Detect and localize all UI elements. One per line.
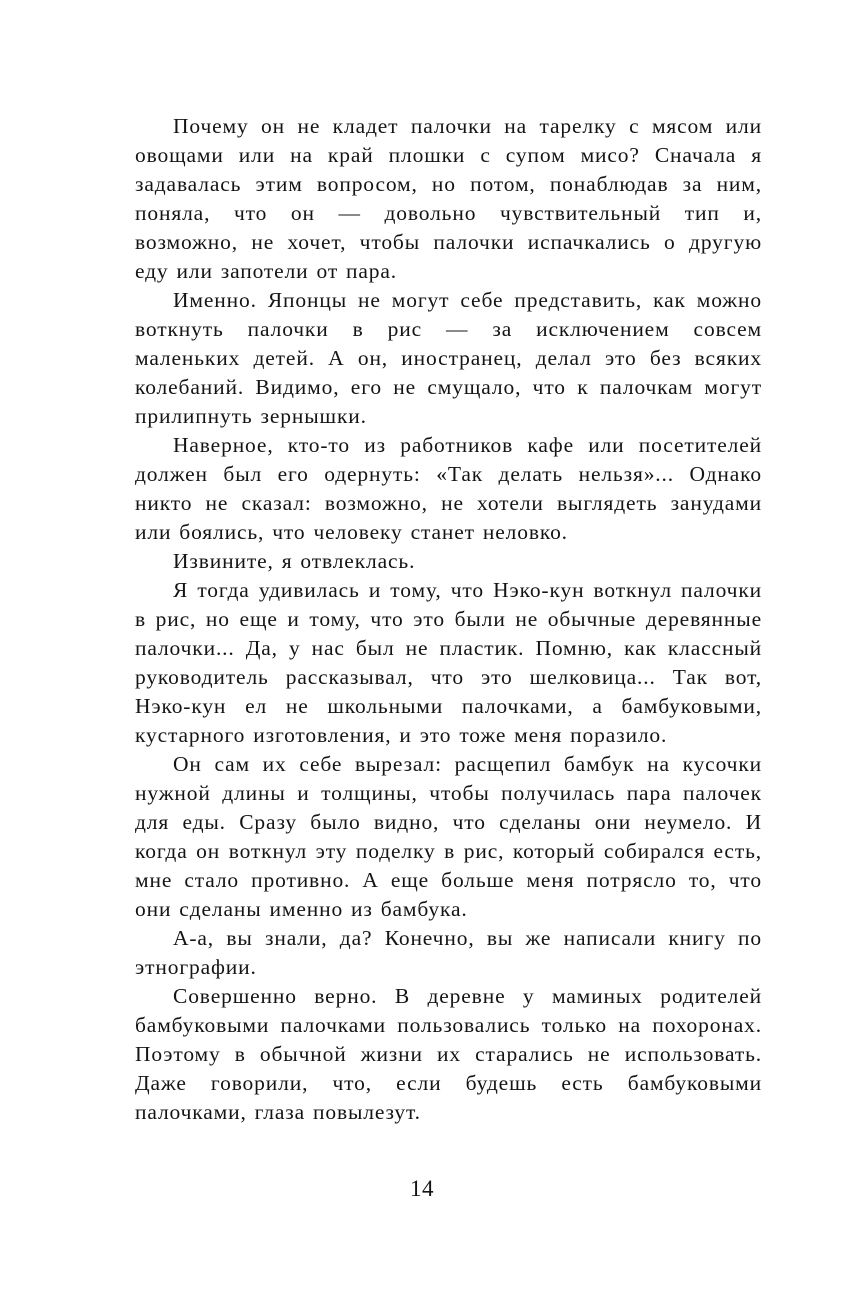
- paragraph: Наверное, кто-то из работников кафе или посетителей должен был его одернуть: «Так делать нельзя»... Однако никто не сказал: возможно, не хотели выглядеть занудами или боялись, что человеку станет неловко.: [135, 433, 762, 544]
- paragraph: Извините, я отвлеклась.: [173, 549, 416, 573]
- paragraph: Почему он не кладет палочки на тарелку с мясом или овощами или на край плошки с супом мисо? Сначала я задавалась этим вопросом, но потом, понаблюдав за ним, поняла, что он — довольно чувствительный тип и, возможно, не хочет, чтобы палочки испачкались о другую еду или запотели от пара.: [135, 114, 762, 283]
- page-number: 14: [410, 1176, 434, 1201]
- text-block: [135, 112, 762, 1127]
- paragraph: А-а, вы знали, да? Конечно, вы же написали книгу по этнографии.: [135, 926, 762, 979]
- paragraph: Я тогда удивилась и тому, что Нэко-кун воткнул палочки в рис, но еще и тому, что это были не обычные деревянные палочки... Да, у нас был не пластик. Помню, как классный руководитель рассказывал, что это шелковица... Так вот, Нэко-кун ел не школьными палочками, а бамбуковыми, кустарного изготовления, и это тоже меня поразило.: [135, 578, 762, 747]
- paragraph: Совершенно верно. В деревне у маминых родителей бамбуковыми палочками пользовались только на похоронах. Поэтому в обычной жизни их старались не использовать. Даже говорили, что, если будешь есть бамбуковыми палочками, глаза повылезут.: [135, 984, 762, 1124]
- paragraph: Он сам их себе вырезал: расщепил бамбук на кусочки нужной длины и толщины, чтобы получилась пара палочек для еды. Сразу было видно, что сделаны они неумело. И когда он воткнул эту поделку в рис, который собирался есть, мне стало противно. А еще больше меня потрясло то, что они сделаны именно из бамбука.: [135, 752, 762, 921]
- paragraph: Именно. Японцы не могут себе представить, как можно воткнуть палочки в рис — за исключением совсем маленьких детей. А он, иностранец, делал это без всяких колебаний. Видимо, его не смущало, что к палочкам могут прилипнуть зернышки.: [135, 288, 762, 428]
